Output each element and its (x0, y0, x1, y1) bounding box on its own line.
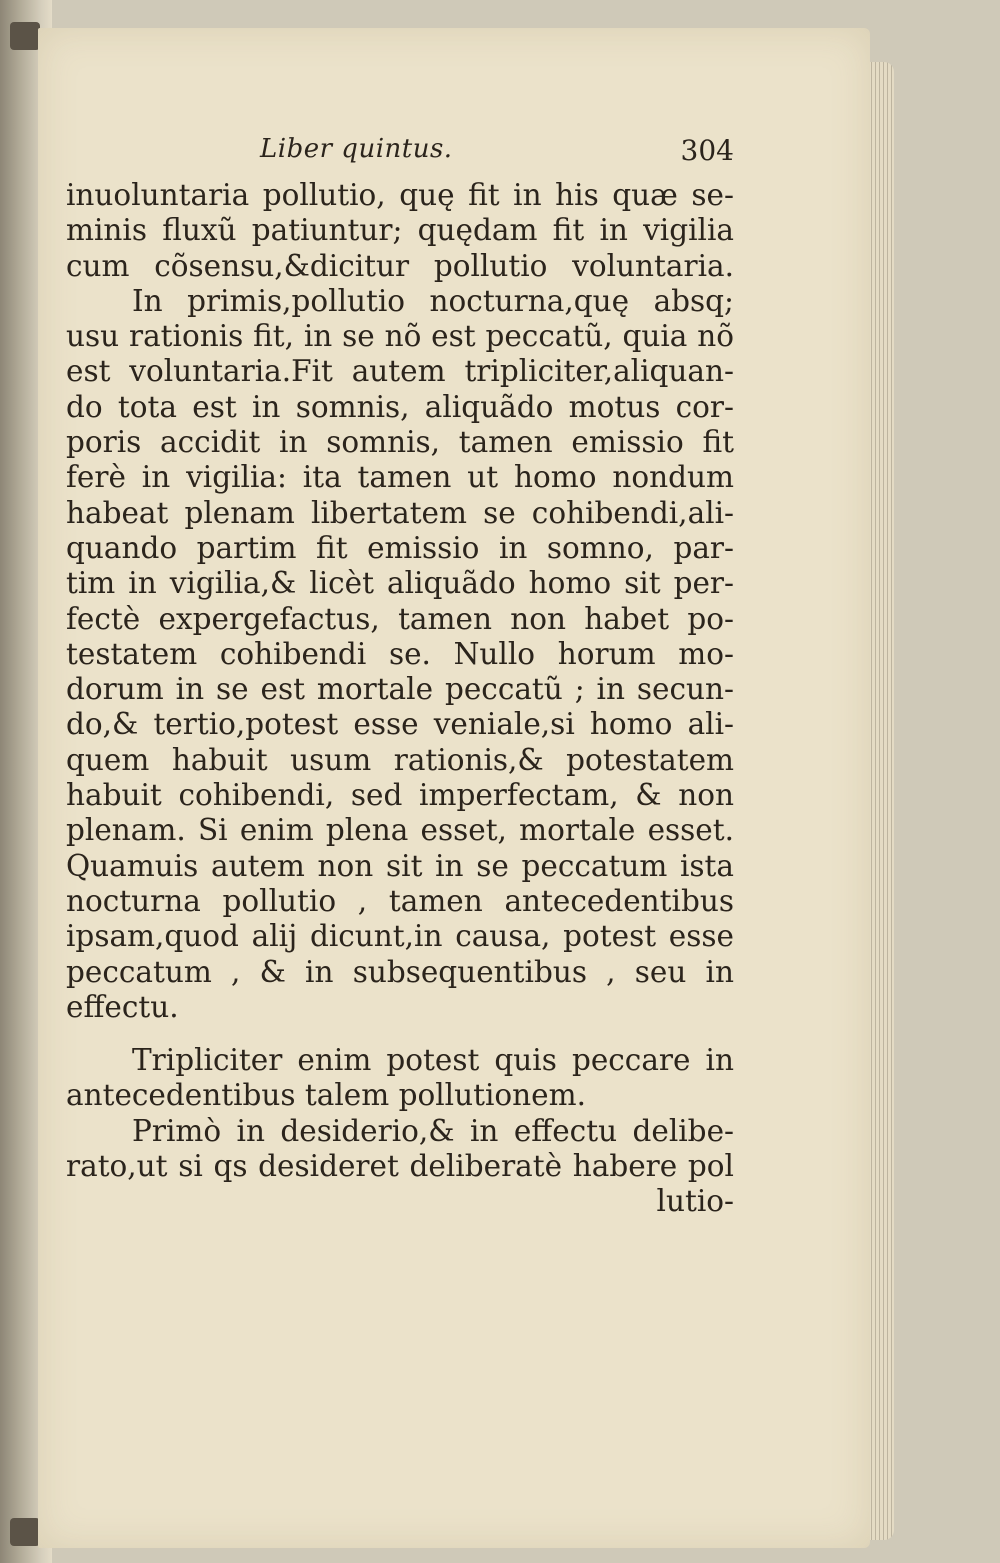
text-line: antecedentibus talem pollutionem. (66, 1078, 586, 1113)
catchword: lutio- (656, 1184, 734, 1219)
text-line: usu rationis fit, in se nõ est peccatũ, quia nõ (66, 319, 734, 354)
binding-cap-bottom (10, 1518, 40, 1546)
text-line: quando partim fit emissio in somno, par- (66, 530, 734, 565)
text-line: est voluntaria.Fit autem tripliciter,aliquan- (66, 354, 734, 389)
binding-cap-top (10, 22, 40, 50)
text-line: quem habuit usum rationis,& potestatem (66, 742, 734, 777)
text-line: Tripliciter enim potest quis peccare in (132, 1043, 734, 1078)
paragraph-gap (66, 1025, 734, 1043)
text-line: do tota est in somnis, aliquãdo motus cor- (66, 389, 734, 424)
text-line: effectu. (66, 989, 179, 1024)
page-header (66, 134, 734, 178)
text-line: nocturna pollutio , tamen antecedentibus (66, 883, 734, 918)
text-line: Quamuis autem non sit in se peccatum ista (66, 848, 734, 883)
page-number: 304 (680, 134, 734, 167)
text-line: dorum in se est mortale peccatũ ; in secun- (66, 672, 734, 707)
text-line: cum cõsensu,&dicitur pollutio voluntaria. (66, 248, 734, 283)
text-line: testatem cohibendi se. Nullo horum mo- (66, 636, 734, 671)
text-line: peccatum , & in subsequentibus , seu in (66, 954, 734, 989)
text-line: poris accidit in somnis, tamen emissio fit (66, 425, 734, 460)
text-line: ferè in vigilia: ita tamen ut homo nondum (66, 460, 734, 495)
page-edges (868, 62, 894, 1540)
text-line: rato,ut si qs desideret deliberatè habere pol (66, 1149, 734, 1184)
text-line: habeat plenam libertatem se cohibendi,ali- (66, 495, 734, 530)
text-line: Primò in desiderio,& in effectu delibe- (132, 1113, 734, 1148)
text-line: do,& tertio,potest esse veniale,si homo ali- (66, 707, 734, 742)
text-line: minis fluxũ patiuntur; quędam fit in vigilia (66, 213, 734, 248)
text-line: fectè expergefactus, tamen non habet po- (66, 601, 734, 636)
text-block (66, 134, 734, 1220)
text-line: plenam. Si enim plena esset, mortale esset. (66, 813, 734, 848)
text-line: habuit cohibendi, sed imperfectam, & non (66, 778, 734, 813)
text-line: ipsam,quod alij dicunt,in causa, potest esse (66, 919, 734, 954)
text-line: tim in vigilia,& licèt aliquãdo homo sit per- (66, 566, 734, 601)
text-line: In primis,pollutio nocturna,quę absq; (132, 283, 734, 318)
text-line: inuoluntaria pollutio, quę fit in his quæ se- (66, 178, 734, 212)
running-head: Liber quintus. (260, 134, 453, 164)
